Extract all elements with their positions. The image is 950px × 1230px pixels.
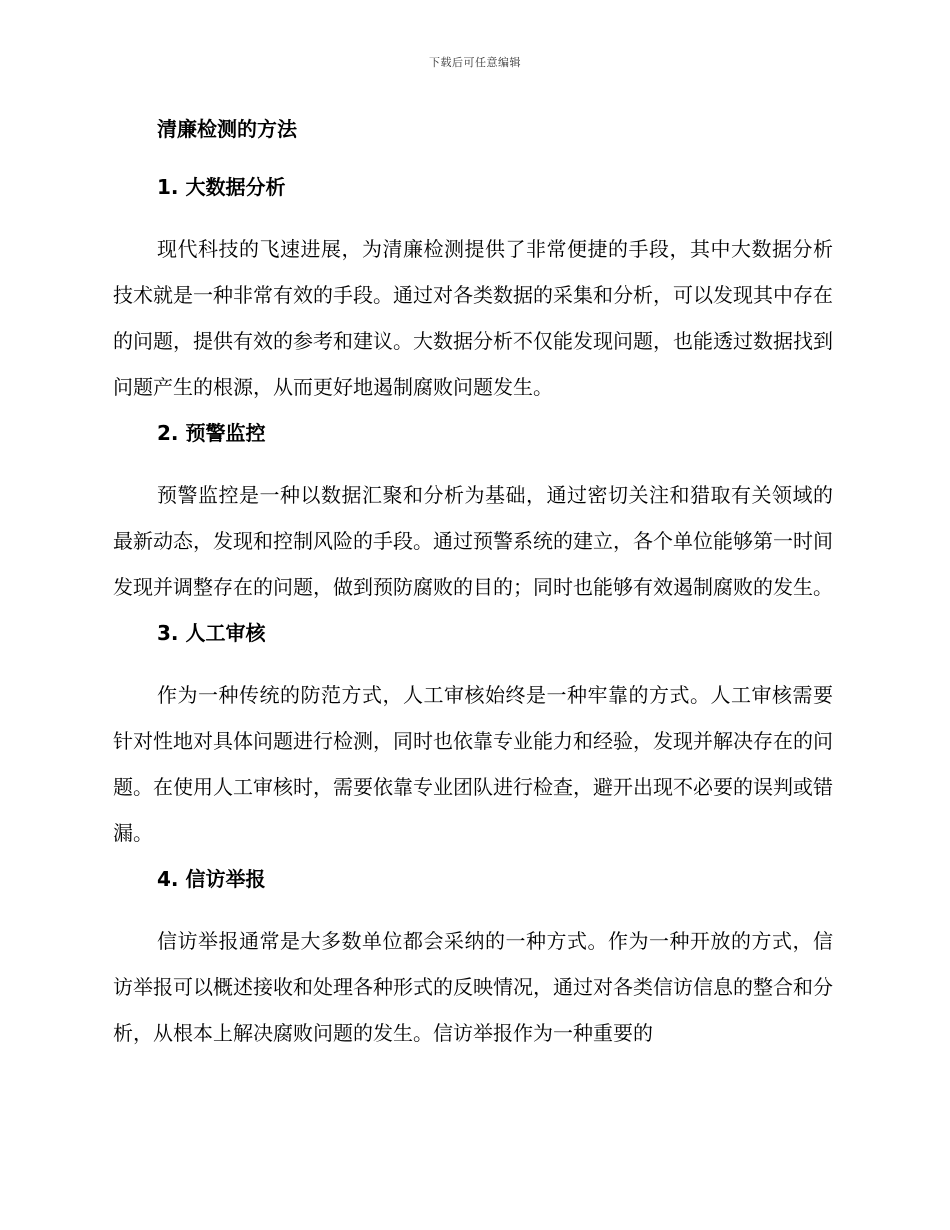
document-body [113, 112, 833, 1062]
section-paragraph: 信访举报通常是大多数单位都会采纳的一种方式。作为一种开放的方式，信访举报可以概述接收和处理各种形式的反映情况，通过对各类信访信息的整合和分析，从根本上解决腐败问题的发生。信访举报作为一种重要的 [113, 929, 833, 1045]
section-early-warning-monitoring [113, 416, 833, 610]
section-paragraph: 预警监控是一种以数据汇聚和分析为基础，通过密切关注和猎取有关领域的最新动态，发现和控制风险的手段。通过预警系统的建立，各个单位能够第一时间发现并调整存在的问题，做到预防腐败的目的；同时也能够有效遏制腐败的发生。 [113, 483, 833, 599]
section-heading: 4. 信访举报 [157, 867, 266, 891]
section-petition-reporting [113, 862, 833, 1056]
section-heading: 2. 预警监控 [157, 421, 266, 445]
section-big-data-analysis [113, 170, 833, 410]
section-manual-review [113, 616, 833, 856]
document-title: 清廉检测的方法 [157, 117, 297, 141]
section-heading: 3. 人工审核 [157, 621, 266, 645]
section-paragraph: 现代科技的飞速进展，为清廉检测提供了非常便捷的手段，其中大数据分析技术就是一种非常有效的手段。通过对各类数据的采集和分析，可以发现其中存在的问题，提供有效的参考和建议。大数据分析不仅能发现问题，也能透过数据找到问题产生的根源，从而更好地遏制腐败问题发生。 [113, 237, 833, 399]
section-heading: 1. 大数据分析 [157, 175, 286, 199]
page-header-note: 下载后可任意编辑 [429, 56, 521, 69]
section-paragraph: 作为一种传统的防范方式，人工审核始终是一种牢靠的方式。人工审核需要针对性地对具体问题进行检测，同时也依靠专业能力和经验，发现并解决存在的问题。在使用人工审核时，需要依靠专业团队进行检查，避开出现不必要的误判或错漏。 [113, 683, 833, 845]
